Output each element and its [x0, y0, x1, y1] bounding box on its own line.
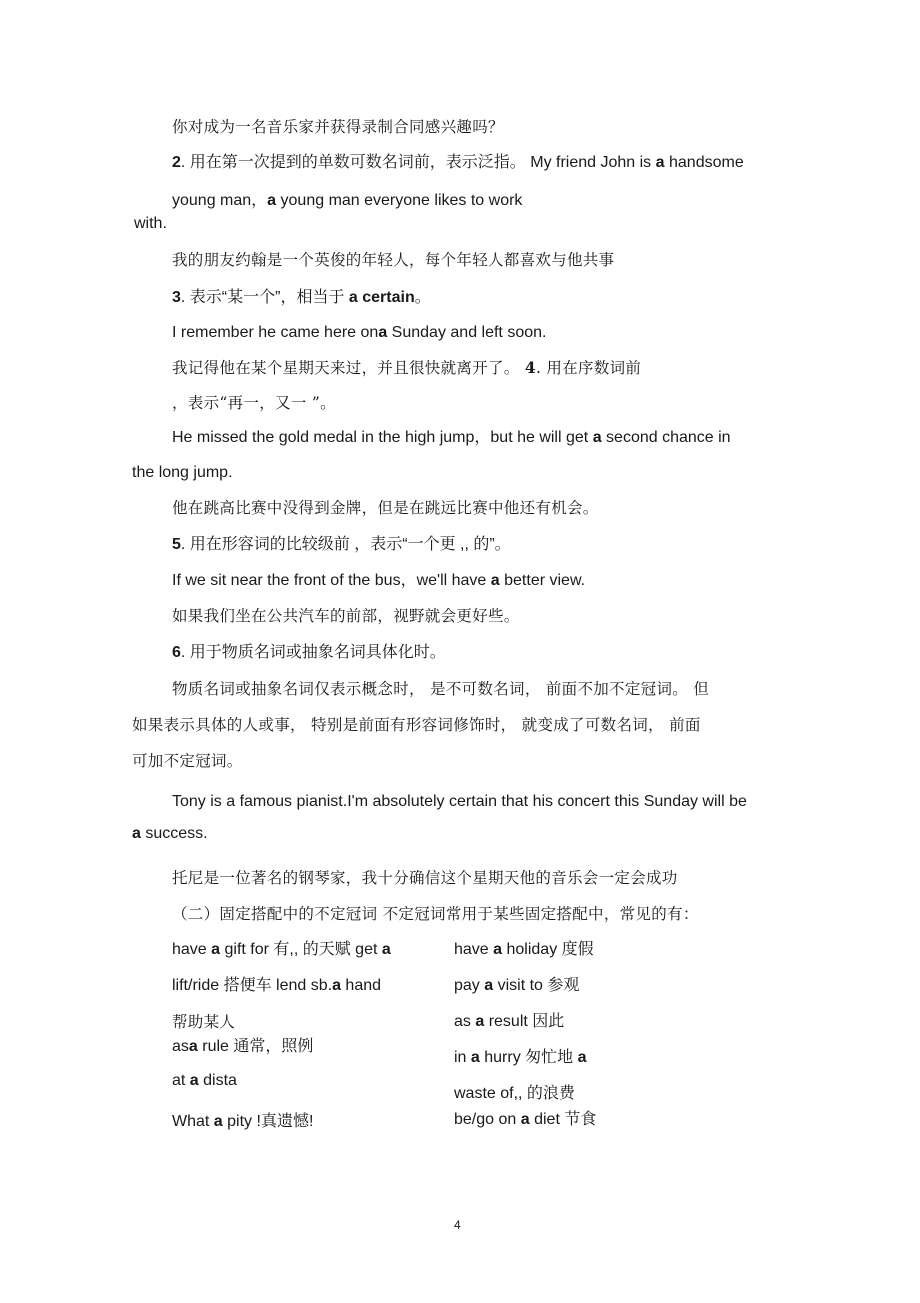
line-16: 6. 用于物质名词或抽象名词具体化时。: [172, 644, 446, 661]
line-14: If we sit near the front of the bus，we'll have a better view.: [172, 572, 586, 589]
line-10: He missed the gold medal in the high jump，but he will get a second chance in: [172, 429, 731, 446]
phrase-left-2: lift/ride 搭便车 lend sb.a hand: [172, 977, 382, 994]
line-1: 你对成为一名音乐家并获得录制合同感兴趣吗？: [172, 118, 504, 136]
line-23: （二）固定搭配中的不定冠词 不定冠词常用于某些固定搭配中，常见的有：: [172, 905, 699, 923]
phrase-left-4: asa rule 通常，照例: [172, 1038, 314, 1055]
phrase-right-6: be/go on a diet 节食: [454, 1111, 597, 1128]
line-7: I remember he came here ona Sunday and left soon.: [172, 324, 547, 341]
page-number: 4: [454, 1218, 461, 1232]
line-13: 5. 用在形容词的比较级前 ，表示“一个更 ,, 的”。: [172, 536, 511, 553]
line-4: with.: [134, 215, 167, 232]
line-11: the long jump.: [132, 464, 233, 481]
line-15: 如果我们坐在公共汽车的前部，视野就会更好些。: [172, 607, 520, 625]
phrase-left-1: have a gift for 有,, 的天赋 get a: [172, 941, 391, 958]
phrase-right-1: have a holiday 度假: [454, 941, 594, 958]
line-20: Tony is a famous pianist.I'm absolutely certain that his concert this Sunday will be: [172, 793, 747, 810]
line-9: ，表示“再一，又一 ”。: [172, 394, 336, 412]
line-18: 如果表示具体的人或事， 特别是前面有形容词修饰时， 就变成了可数名词， 前面: [132, 716, 701, 734]
phrase-left-5: at a dista: [172, 1072, 237, 1089]
line-17: 物质名词或抽象名词仅表示概念时， 是不可数名词， 前面不加不定冠词。 但: [172, 680, 710, 698]
phrase-right-2: pay a visit to 参观: [454, 977, 580, 994]
line-22: 托尼是一位著名的钢琴家，我十分确信这个星期天他的音乐会一定会成功: [172, 869, 678, 887]
phrase-right-4: in a hurry 匆忙地 a: [454, 1049, 587, 1066]
line-12: 他在跳高比赛中没得到金牌，但是在跳远比赛中他还有机会。: [172, 499, 599, 517]
phrase-left-6: What a pity !真遗憾!: [172, 1113, 314, 1130]
phrase-right-3: as a result 因此: [454, 1013, 565, 1030]
line-2: 2. 用在第一次提到的单数可数名词前，表示泛指。 My friend John is a handsome: [172, 154, 744, 171]
line-6: 3. 表示“某一个”，相当于 a certain。: [172, 289, 431, 306]
line-21: a success.: [132, 825, 208, 842]
phrase-left-3: 帮助某人: [172, 1013, 236, 1031]
line-19: 可加不定冠词。: [132, 752, 243, 770]
phrase-right-5: waste of,, 的浪费: [454, 1085, 575, 1102]
line-3: young man，a young man everyone likes to work: [172, 192, 523, 209]
line-8: 我记得他在某个星期天来过，并且很快就离开了。 4. 用在序数词前: [172, 358, 642, 377]
line-5: 我的朋友约翰是一个英俊的年轻人，每个年轻人都喜欢与他共事: [172, 251, 615, 269]
